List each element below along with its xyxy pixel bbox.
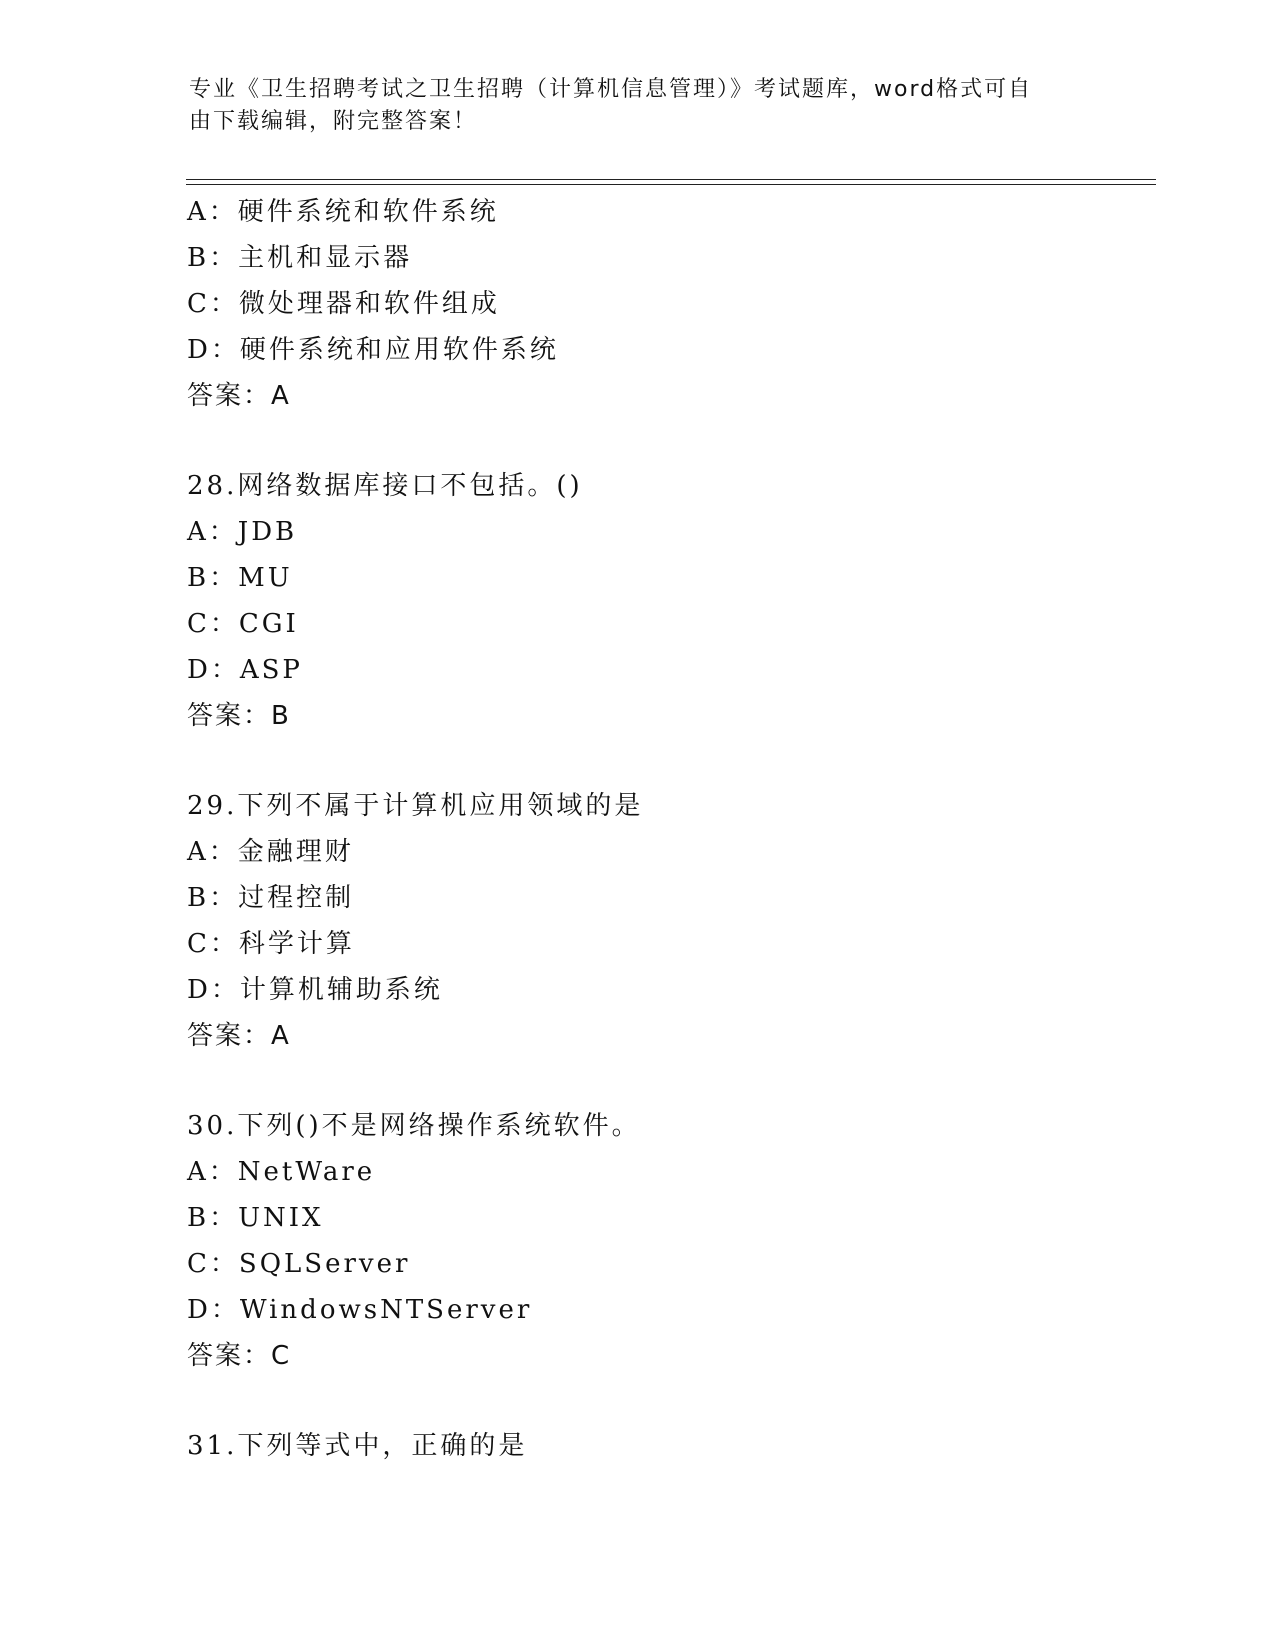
answer: 答案：B — [187, 701, 291, 731]
option-c: C：微处理器和软件组成 — [187, 289, 500, 319]
question-text: 28.网络数据库接口不包括。() — [187, 471, 583, 501]
option-b: B：主机和显示器 — [187, 243, 413, 273]
option-d: D：硬件系统和应用软件系统 — [187, 335, 559, 365]
option-b: B：过程控制 — [187, 883, 355, 913]
option-d: D：计算机辅助系统 — [187, 975, 443, 1005]
option-c: C：科学计算 — [187, 929, 355, 959]
option-c: C：SQLServer — [187, 1249, 411, 1279]
option-c: C：CGI — [187, 609, 299, 639]
option-a: A：硬件系统和软件系统 — [187, 197, 499, 227]
header-divider-top — [186, 179, 1156, 180]
option-a: A：NetWare — [187, 1157, 376, 1187]
header-line-2: 由下载编辑，附完整答案！ — [189, 109, 478, 134]
answer: 答案：A — [187, 1021, 291, 1051]
option-d: D：WindowsNTServer — [187, 1295, 533, 1325]
question-29-block — [187, 783, 1147, 1059]
question-31-block — [187, 1423, 1147, 1469]
question-text: 31.下列等式中，正确的是 — [187, 1431, 528, 1461]
option-b: B：UNIX — [187, 1203, 324, 1233]
document-header — [189, 74, 1069, 138]
answer: 答案：A — [187, 381, 291, 411]
question-27-block — [187, 189, 1147, 419]
header-line-1: 专业《卫生招聘考试之卫生招聘（计算机信息管理）》考试题库，word格式可自 — [189, 77, 1033, 102]
answer: 答案：C — [187, 1341, 292, 1371]
option-d: D：ASP — [187, 655, 303, 685]
question-28-block — [187, 463, 1147, 739]
spacer — [187, 739, 1147, 783]
question-list — [187, 189, 1147, 1469]
question-30-block — [187, 1103, 1147, 1379]
spacer — [187, 1379, 1147, 1423]
option-b: B：MU — [187, 563, 293, 593]
option-a: A：金融理财 — [187, 837, 354, 867]
question-text: 29.下列不属于计算机应用领域的是 — [187, 791, 644, 821]
spacer — [187, 1059, 1147, 1103]
question-text: 30.下列()不是网络操作系统软件。 — [187, 1111, 641, 1141]
option-a: A：JDB — [187, 517, 298, 547]
header-divider-bottom — [186, 184, 1156, 185]
spacer — [187, 419, 1147, 463]
